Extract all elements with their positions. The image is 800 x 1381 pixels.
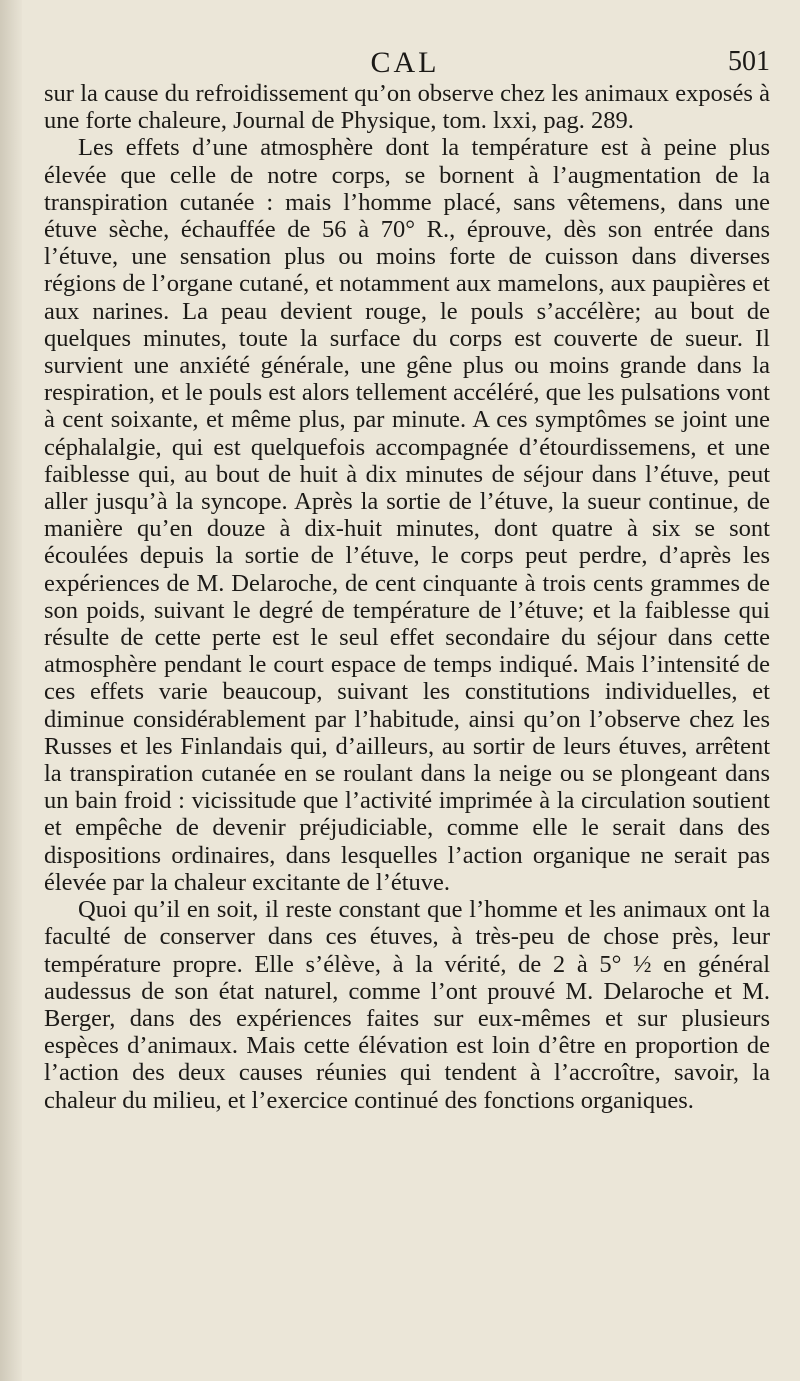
page-number: 501	[728, 46, 770, 77]
running-head: CAL	[370, 46, 440, 79]
paragraph-temperature: Quoi qu’il en soit, il reste constant que l’homme et les animaux ont la faculté de conserver dans ces étuves, à très-peu de chose près, leur température propre. Elle s’élève, à la vérité, de 2 à 5° ½ en général audessus de son état naturel, comme l’ont prouvé M. Delaroche et M. Berger, dans des expériences faites sur eux-mêmes et sur plusieurs espèces d’animaux. Mais cette élévation est loin d’être en proportion de l’action des deux causes réunies qui tendent à l’accroître, savoir, la chaleur du milieu, et l’exercice continué des fonctions organiques.	[44, 896, 770, 1114]
paragraph-citation: sur la cause du refroidissement qu’on observe chez les animaux exposés à une forte chaleure, Journal de Physique, tom. lxxi, pag. 289.	[44, 80, 770, 135]
paragraph-effects: Les effets d’une atmosphère dont la température est à peine plus élevée que celle de notre corps, se bornent à l’augmentation de la transpiration cutanée : mais l’homme placé, sans vêtemens, dans une étuve sèche, échauffée de 56 à 70° R., éprouve, dès son entrée dans l’étuve, une sensation plus ou moins forte de cuisson dans diverses régions de l’organe cutané, et notamment aux mamelons, aux paupières et aux narines. La peau devient rouge, le pouls s’accélère; au bout de quelques minutes, toute la surface du corps est couverte de sueur. Il survient une anxiété générale, une gêne plus ou moins grande dans la respiration, et le pouls est alors tellement accéléré, que les pulsations vont à cent soixante, et même plus, par minute. A ces symptômes se joint une céphalalgie, qui est quelquefois accompagnée d’étourdissemens, et une faiblesse qui, au bout de huit à dix minutes de séjour dans l’étuve, peut aller jusqu’à la syncope. Après la sortie de l’étuve, la sueur continue, de manière qu’en douze à dix-huit minutes, dont quatre à six se sont écoulées depuis la sortie de l’étuve, le corps peut perdre, d’après les expériences de M. Delaroche, de cent cinquante à trois cents grammes de son poids, suivant le degré de température de l’étuve; et la faiblesse qui résulte de cette perte est le seul effet secondaire du séjour dans cette atmosphère pendant le court espace de temps indiqué. Mais l’intensité de ces effets varie beaucoup, suivant les constitutions individuelles, et diminue considérablement par l’habitude, ainsi qu’on l’observe chez les Russes et les Finlandais qui, d’ailleurs, au sortir de leurs étuves, arrêtent la transpiration cutanée en se roulant dans la neige ou se plongeant dans un bain froid : vicissitude que l’activité imprimée à la circulation soutient et empêche de devenir préjudiciable, comme elle le serait dans des dispositions ordinaires, dans lesquelles l’action organique ne serait pas élevée par la chaleur excitante de l’étuve.	[44, 134, 770, 896]
body-text	[44, 80, 770, 1114]
page-gutter-shadow	[0, 0, 22, 1381]
